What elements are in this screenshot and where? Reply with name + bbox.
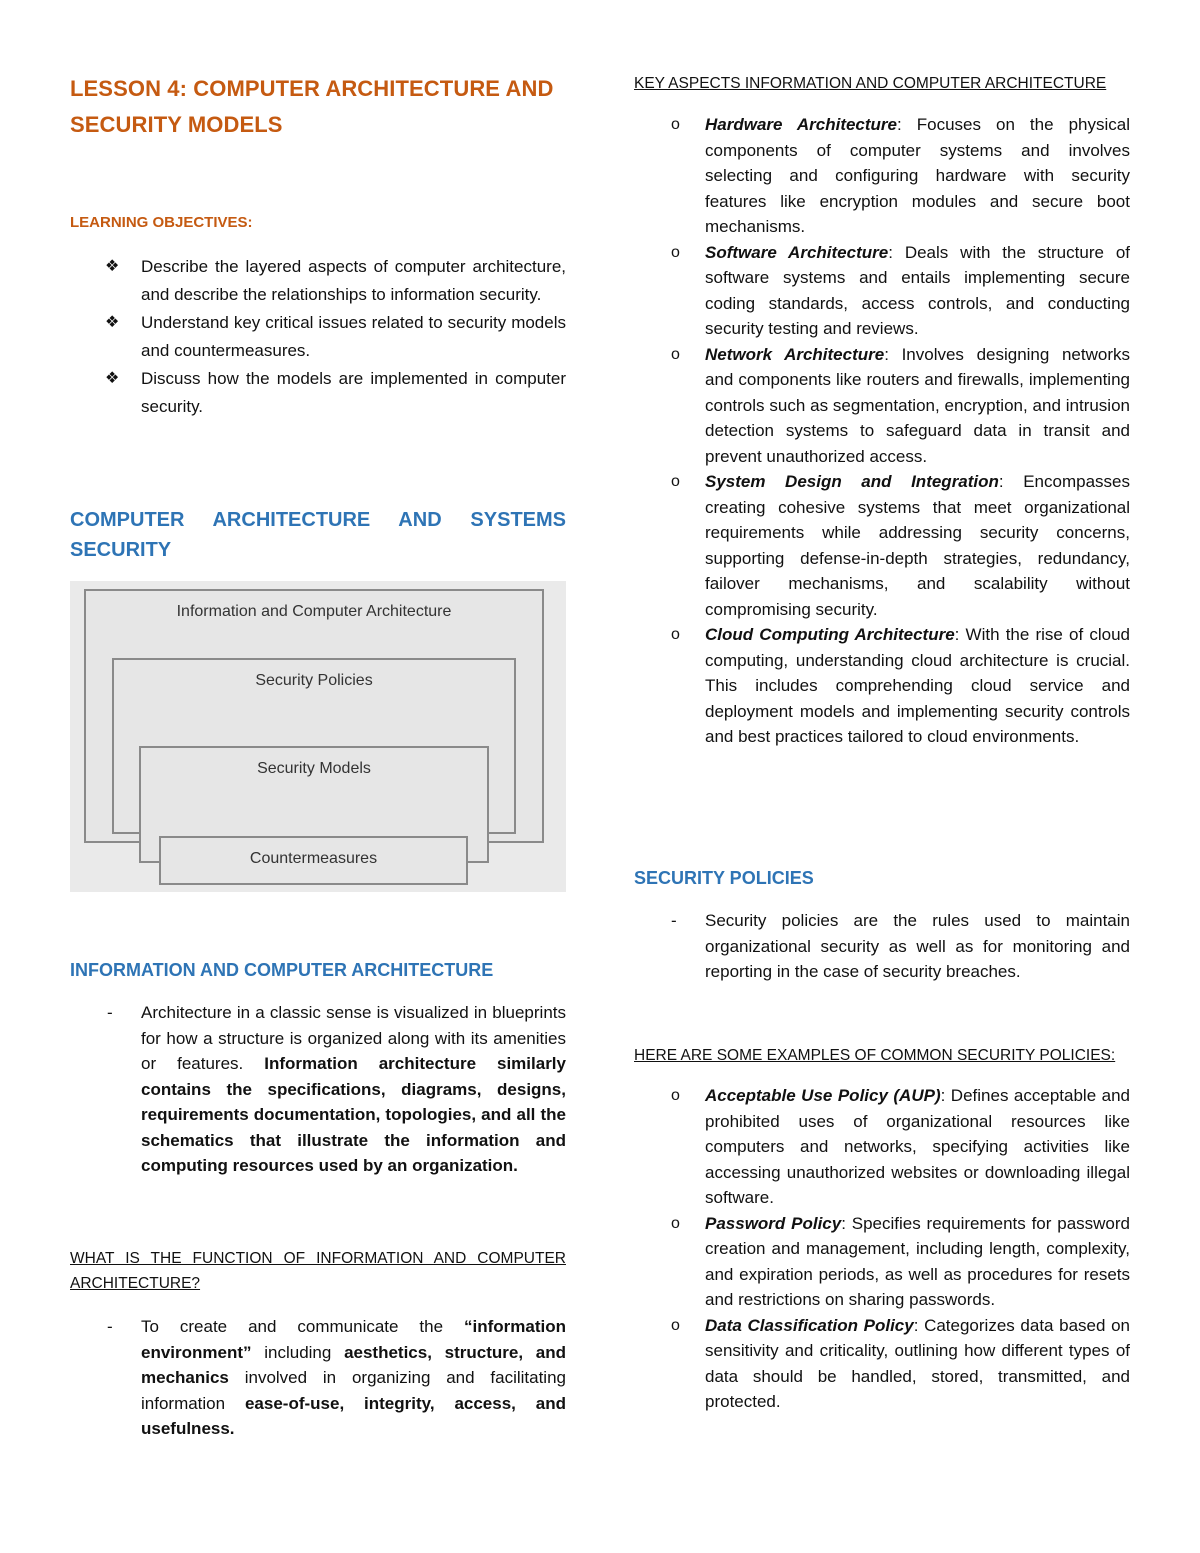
objectives-heading: LEARNING OBJECTIVES:: [70, 214, 253, 231]
aspect-item: o Software Architecture: Deals with the structure of software systems and entails implementing secure coding standards, access controls, and conducting security testing and reviews.: [705, 240, 1130, 342]
circle-bullet-icon: o: [671, 626, 680, 643]
diagram-box-architecture: Information and Computer Architecture: [84, 589, 544, 843]
section-heading-info-architecture: INFORMATION AND COMPUTER ARCHITECTURE: [70, 960, 494, 980]
circle-bullet-icon: o: [671, 1316, 680, 1334]
dash-bullet-icon: -: [107, 1317, 113, 1336]
dash-bullet-icon: -: [671, 911, 677, 930]
example-item: o Acceptable Use Policy (AUP): Defines acceptable and prohibited uses of organizational resources like computers and networks, specifying activities like accessing unauthorized websites or downloading illegal software.: [705, 1083, 1130, 1211]
objective-item: ❖ Describe the layered aspects of computer architecture, and describe the relationships to information security.: [141, 253, 566, 309]
diamond-bullet-icon: ❖: [105, 258, 120, 275]
diamond-bullet-icon: ❖: [105, 314, 120, 331]
circle-bullet-icon: o: [671, 116, 680, 133]
example-item: o Data Classification Policy: Categorizes data based on sensitivity and criticality, outlining how different types of data should be handled, stored, transmitted, and protected.: [705, 1313, 1130, 1415]
objective-item: ❖ Discuss how the models are implemented in computer security.: [141, 365, 566, 421]
circle-bullet-icon: o: [671, 1214, 680, 1232]
example-item: o Password Policy: Specifies requirements for password creation and management, including length, complexity, and expiration periods, as well as procedures for resets and restrictions on sharing passwords.: [705, 1211, 1130, 1313]
architecture-paragraph: - Architecture in a classic sense is visualized in blueprints for how a structure is organized along with its amenities or features. Information architecture similarly contains the specifications, diagrams, designs, requirements documentation, topologies, and all the schematics that illustrate the information and computing resources used by an organization.: [141, 1000, 566, 1179]
security-policies-heading: SECURITY POLICIES: [634, 868, 814, 888]
function-paragraph: - To create and communicate the “information environment” including aesthetics, structure, and mechanics involved in organizing and facilitating information ease-of-use, integrity, access, and usefulness.: [141, 1314, 566, 1442]
key-aspects-heading: KEY ASPECTS INFORMATION AND COMPUTER ARCHITECTURE: [634, 75, 1107, 92]
section-heading-architecture-security: COMPUTER ARCHITECTURE AND SYSTEMS SECURITY: [70, 509, 566, 561]
aspects-list: [671, 112, 1131, 750]
aspect-item: o Hardware Architecture: Focuses on the physical components of computer systems and involves selecting and configuring hardware with security features like encryption modules and secure boot mechanisms.: [705, 112, 1130, 240]
circle-bullet-icon: o: [671, 473, 680, 490]
diagram-box-models: Security Models: [139, 746, 489, 863]
examples-list: [671, 1083, 1130, 1415]
examples-heading: HERE ARE SOME EXAMPLES OF COMMON SECURITY POLICIES:: [634, 1047, 1116, 1064]
objective-item: ❖ Understand key critical issues related to security models and countermeasures.: [141, 309, 566, 365]
security-policies-paragraph: - Security policies are the rules used to maintain organizational security as well as for monitoring and reporting in the case of security breaches.: [705, 908, 1130, 985]
circle-bullet-icon: o: [671, 1087, 680, 1104]
objectives-list: [105, 253, 566, 421]
dash-bullet-icon: -: [107, 1003, 113, 1022]
circle-bullet-icon: o: [671, 243, 680, 261]
aspect-item: o System Design and Integration: Encompasses creating cohesive systems that meet organizational requirements while addressing security concerns, supporting defense-in-depth strategies, redundancy, failover mechanisms, and scalability without compromising security.: [705, 469, 1130, 622]
circle-bullet-icon: o: [671, 345, 680, 363]
diamond-bullet-icon: ❖: [105, 370, 120, 387]
aspect-item: o Cloud Computing Architecture: With the rise of cloud computing, understanding cloud architecture is crucial. This includes comprehending cloud service and deployment models and implementing security controls and best practices tailored to cloud environments.: [705, 622, 1130, 750]
aspect-item: o Network Architecture: Involves designing networks and components like routers and firewalls, implementing controls such as segmentation, encryption, and intrusion detection systems to safeguard data in transit and prevent unauthorized access.: [705, 342, 1130, 470]
function-heading: WHAT IS THE FUNCTION OF INFORMATION AND COMPUTER ARCHITECTURE?: [70, 1250, 566, 1292]
layers-diagram: [70, 581, 566, 892]
diagram-box-policies: Security Policies: [112, 658, 516, 834]
lesson-title: LESSON 4: COMPUTER ARCHITECTURE AND SECURITY MODELS: [70, 76, 554, 137]
diagram-box-countermeasures: Countermeasures: [159, 836, 468, 885]
